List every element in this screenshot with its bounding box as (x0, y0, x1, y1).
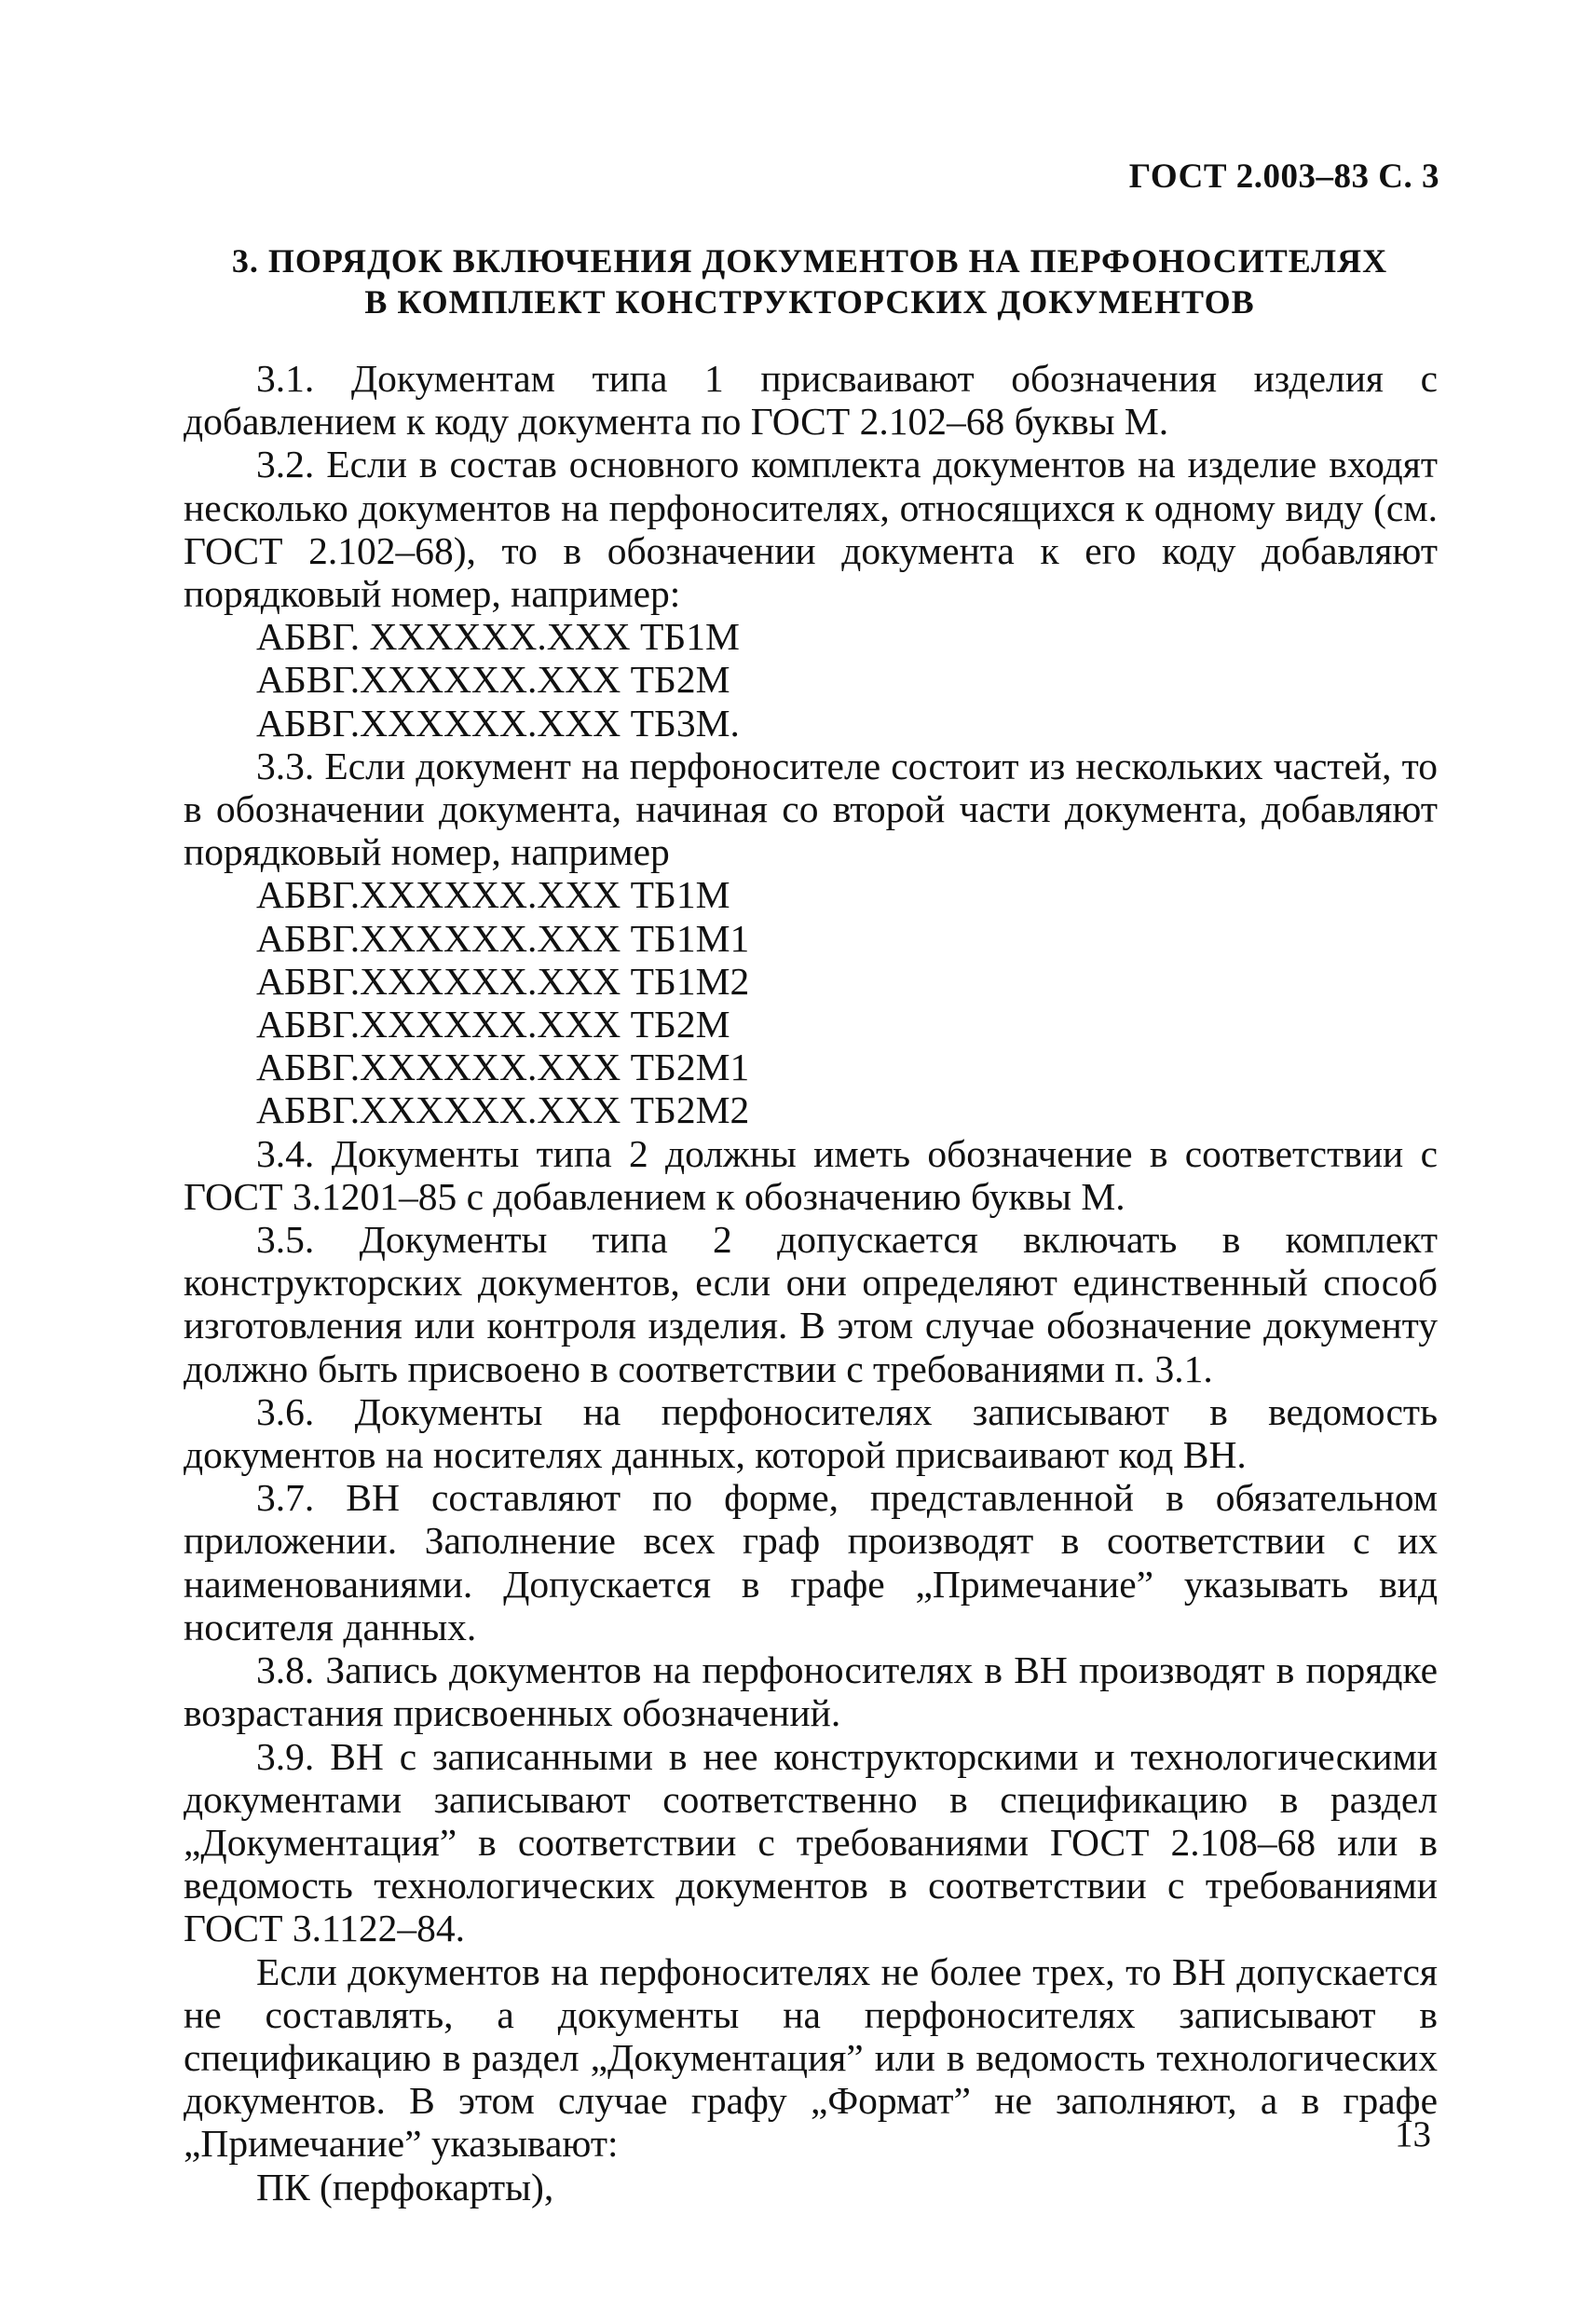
code-list-3-3 (184, 873, 1438, 1131)
code-line: АБВГ.XXXXXX.XXX ТБ2М (256, 1003, 730, 1046)
code-line: АБВГ.XXXXXX.XXX ТБ1М1 (256, 916, 750, 960)
paragraph-3-9: 3.9. ВН с записанными в нее конструкторскими и технологическими документами записывают соответственно в спецификацию в раздел „Документация” в соответствии с требованиями ГОСТ 2.108–68 или в ведомость технологических документов в соответствии с требованиями ГОСТ 3.1122–84. (184, 1734, 1438, 1950)
section-title (182, 240, 1438, 322)
paragraph-3-4: 3.4. Документы типа 2 должны иметь обозначение в соответствии с ГОСТ 3.1201–85 с добавлением к обозначению буквы М. (184, 1131, 1438, 1218)
paragraph-3-2: 3.2. Если в состав основного комплекта документов на изделие входят несколько документов на перфоносителях, относящихся к одному виду (см. ГОСТ 2.102–68), то в обозначении документа к его коду добавляют порядковый номер, например: (184, 443, 1438, 616)
paragraph-3-3: 3.3. Если документ на перфоносителе состоит из нескольких частей, то в обозначении документа, начиная со второй части документа, добавляют порядковый номер, например (184, 744, 1438, 874)
paragraph-additional: Если документов на перфоносителях не более трех, то ВН допускается не составлять, а документы на перфоносителях записывают в спецификацию в раздел „Документация” или в ведомость технологических документов. В этом случае графу „Формат” не заполняют, а в графе „Примечание” указывают: (184, 1949, 1438, 2166)
page-number: 13 (1395, 2114, 1431, 2154)
code-list-3-2 (184, 615, 1438, 745)
section-title-line-2: В КОМПЛЕКТ КОНСТРУКТОРСКИХ ДОКУМЕНТОВ (364, 283, 1255, 321)
paragraph-3-6: 3.6. Документы на перфоносителях записывают в ведомость документов на носителях данных, которой присваивают код ВН. (184, 1389, 1438, 1477)
document-body (184, 357, 1438, 2208)
paragraph-3-7: 3.7. ВН составляют по форме, представленной в обязательном приложении. Заполнение всех граф производят в соответствии с их наименованиями. Допускается в графе „Примечание” указывать вид носителя данных. (184, 1476, 1438, 1648)
page-header: ГОСТ 2.003–83 С. 3 (1128, 157, 1439, 196)
code-line: АБВГ. XXXXXX.XXX ТБ1М (256, 615, 740, 659)
section-title-line-1: 3. ПОРЯДОК ВКЛЮЧЕНИЯ ДОКУМЕНТОВ НА ПЕРФОНОСИТЕЛЯХ (231, 242, 1388, 280)
code-line: АБВГ.XXXXXX.XXX ТБ2М2 (256, 1088, 750, 1132)
paragraph-3-1: 3.1. Документам типа 1 присваивают обозначения изделия с добавлением к коду документа по ГОСТ 2.102–68 буквы М. (184, 357, 1438, 444)
paragraph-last: ПК (перфокарты), (256, 2165, 554, 2208)
paragraph-3-5: 3.5. Документы типа 2 допускается включать в комплект конструкторских документов, если они определяют единственный способ изготовления или контроля изделия. В этом случае обозначение документу должно быть присвоено в соответствии с требованиями п. 3.1. (184, 1218, 1438, 1390)
paragraph-3-8: 3.8. Запись документов на перфоносителях в ВН производят в порядке возрастания присвоенных обозначений. (184, 1648, 1438, 1735)
code-line: АБВГ.XXXXXX.XXX ТБ2М (256, 658, 730, 702)
code-line: АБВГ.XXXXXX.XXX ТБ1М (256, 873, 730, 917)
code-line: АБВГ.XXXXXX.XXX ТБ1М2 (256, 959, 750, 1003)
code-line: АБВГ.XXXXXX.XXX ТБ2М1 (256, 1046, 750, 1089)
code-line: АБВГ.XXXXXX.XXX ТБ3М. (256, 701, 740, 745)
